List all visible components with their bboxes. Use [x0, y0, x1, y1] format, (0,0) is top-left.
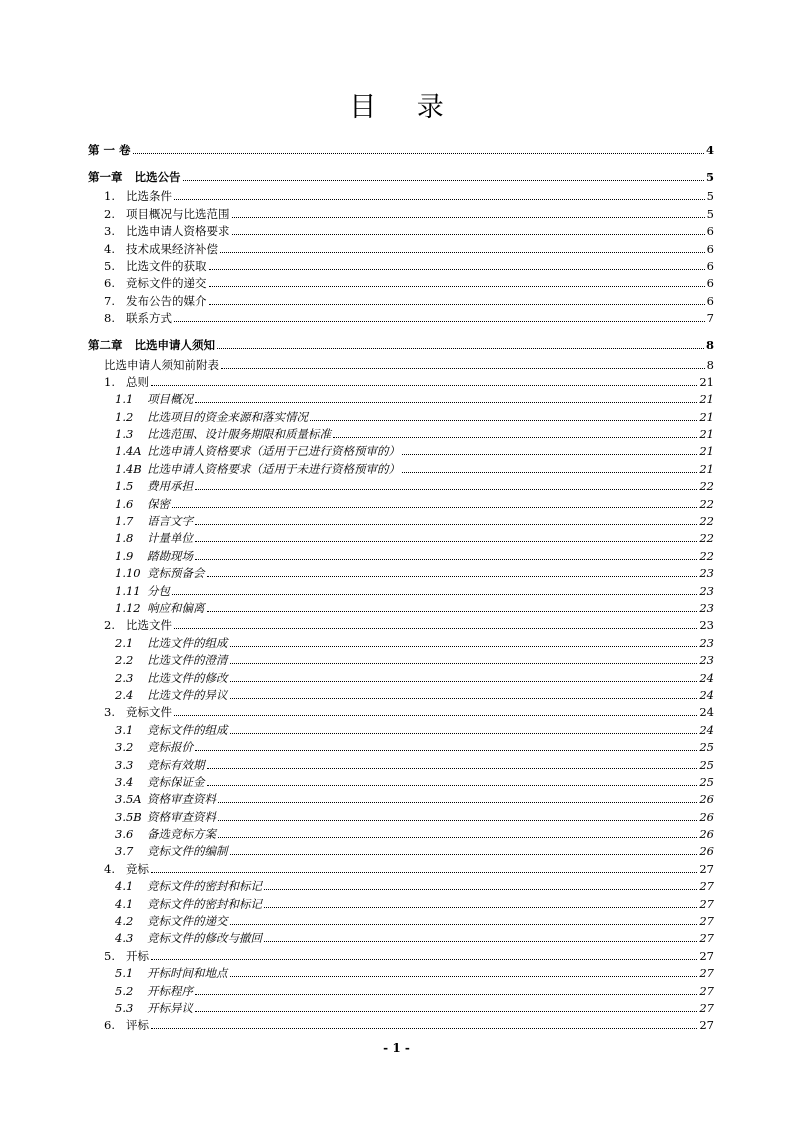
dot-leader	[264, 888, 697, 890]
toc-entry-number: 2.3	[115, 670, 134, 685]
toc-entry-number: 2.4	[115, 687, 134, 702]
toc-entry-label: 响应和偏离	[147, 600, 205, 615]
dot-leader	[195, 488, 697, 490]
toc-entry-label: 第 一 卷	[88, 143, 131, 157]
dot-leader	[174, 198, 705, 200]
toc-entry[interactable]	[88, 478, 714, 495]
toc-entry-page: 23	[699, 583, 714, 598]
toc-entry-label: 竞标预备会	[147, 566, 205, 581]
toc-entry-label: 竞标	[126, 861, 149, 876]
toc-entry[interactable]	[88, 600, 714, 617]
toc-entry-label: 分包	[147, 583, 170, 598]
toc-entry-label: 比选文件的修改	[147, 670, 228, 685]
toc-entry[interactable]	[88, 565, 714, 582]
page-number: - 1 -	[383, 1041, 410, 1055]
toc-entry-page: 27	[699, 948, 714, 963]
toc-entry-number: 3.6	[115, 827, 134, 842]
toc-entry-number: 5.3	[115, 1000, 134, 1015]
dot-leader	[183, 179, 704, 181]
toc-entry-number: 1.12	[115, 600, 141, 615]
dot-leader	[230, 975, 698, 977]
toc-entry[interactable]	[88, 739, 714, 756]
toc-entry[interactable]	[88, 327, 714, 356]
toc-entry[interactable]	[88, 634, 714, 651]
toc-entry-page: 5	[705, 170, 714, 184]
toc-entry-page: 21	[699, 461, 714, 476]
dot-leader	[230, 645, 698, 647]
toc-entry-page: 22	[699, 514, 714, 529]
toc-entry-number: 1.	[104, 374, 115, 389]
dot-leader	[230, 680, 698, 682]
toc-entry-label: 保密	[147, 496, 170, 511]
toc-entry[interactable]	[88, 669, 714, 686]
toc-entry[interactable]	[88, 1000, 714, 1017]
dot-leader	[133, 152, 704, 154]
dot-leader	[172, 593, 697, 595]
toc-entry[interactable]	[88, 310, 714, 327]
toc-entry-number: 4.3	[115, 931, 134, 946]
dot-leader	[207, 610, 698, 612]
toc-entry-page: 6	[706, 241, 714, 256]
toc-entry-label: 竞标文件的修改与撤回	[147, 931, 262, 946]
toc-entry[interactable]	[88, 895, 714, 912]
toc-entry-number: 1.11	[115, 583, 141, 598]
toc-entry-label: 第二章 比选申请人须知	[88, 338, 216, 353]
toc-entry-label: 开标	[126, 948, 149, 963]
dot-leader	[195, 558, 697, 560]
toc-entry-label: 竞标保证金	[147, 774, 205, 789]
toc-entry-page: 23	[699, 653, 714, 668]
toc-entry[interactable]	[88, 275, 714, 292]
dot-leader	[195, 540, 697, 542]
dot-leader	[174, 627, 697, 629]
toc-entry-label: 第一章 比选公告	[88, 170, 181, 184]
dot-leader	[230, 697, 698, 699]
toc-entry-number: 4.2	[115, 914, 134, 929]
toc-entry[interactable]	[88, 426, 714, 443]
toc-entry[interactable]	[88, 356, 714, 373]
toc-entry-label: 比选文件的澄清	[147, 653, 228, 668]
toc-entry-page: 25	[699, 774, 714, 789]
dot-leader	[151, 871, 697, 873]
toc-entry-number: 4.	[104, 241, 115, 256]
toc-entry[interactable]	[88, 159, 714, 188]
toc-entry-page: 21	[699, 444, 714, 459]
dot-leader	[310, 419, 697, 421]
toc-entry-number: 3.5B	[115, 809, 142, 824]
toc-entry-number: 4.	[104, 861, 115, 876]
toc-entry-page: 21	[699, 374, 714, 389]
toc-entry-number: 1.4B	[115, 461, 142, 476]
dot-leader	[209, 268, 705, 270]
toc-entry-number: 4.1	[115, 879, 134, 894]
toc-entry-label: 开标异议	[147, 1000, 193, 1015]
dot-leader	[230, 662, 698, 664]
toc-entry-label: 竞标文件的密封和标记	[147, 879, 262, 894]
toc-entry-label: 比选申请人资格要求	[126, 224, 230, 239]
toc-entry-page: 24	[699, 722, 714, 737]
toc-entry[interactable]	[88, 756, 714, 773]
toc-entry-label: 计量单位	[147, 531, 193, 546]
toc-entry[interactable]	[88, 687, 714, 704]
dot-leader	[195, 993, 697, 995]
toc-entry-label: 比选文件的异议	[147, 687, 228, 702]
toc-entry-label: 比选项目的资金来源和落实情况	[147, 409, 308, 424]
toc-entry-label: 比选条件	[126, 189, 172, 204]
toc-entry-label: 比选文件的获取	[126, 258, 207, 273]
dot-leader	[221, 367, 705, 369]
toc-entry-number: 8.	[104, 311, 115, 326]
dot-leader	[220, 251, 705, 253]
toc-entry-page: 21	[699, 409, 714, 424]
dot-leader	[232, 233, 705, 235]
toc-entry-page: 23	[699, 566, 714, 581]
toc-entry-page: 6	[706, 293, 714, 308]
toc-entry-label: 竞标报价	[147, 740, 193, 755]
toc-entry-page: 25	[699, 740, 714, 755]
toc-entry[interactable]	[88, 652, 714, 669]
toc-entry-page: 22	[699, 496, 714, 511]
toc-entry-label: 比选申请人资格要求（适用于未进行资格预审的）	[147, 461, 400, 476]
dot-leader	[207, 784, 698, 786]
toc-entry-number: 3.7	[115, 844, 134, 859]
toc-entry-number: 5.2	[115, 983, 134, 998]
toc-entry-label: 资格审查资料	[147, 809, 216, 824]
toc-entry[interactable]	[88, 530, 714, 547]
toc-entry-page: 27	[699, 966, 714, 981]
toc-entry-page: 27	[699, 1000, 714, 1015]
toc-entry-number: 3.2	[115, 740, 134, 755]
toc-entry-number: 3.	[104, 224, 115, 239]
toc-entry-page: 22	[699, 548, 714, 563]
toc-entry[interactable]	[88, 808, 714, 825]
toc-entry[interactable]	[88, 188, 714, 205]
dot-leader	[207, 767, 698, 769]
toc-entry[interactable]	[88, 930, 714, 947]
dot-leader	[151, 958, 697, 960]
toc-entry-label: 评标	[126, 1018, 149, 1033]
toc-entry-label: 开标程序	[147, 983, 193, 998]
toc-entry-number: 1.8	[115, 531, 134, 546]
toc-entry-number: 3.3	[115, 757, 134, 772]
dot-leader	[230, 923, 698, 925]
dot-leader	[207, 575, 698, 577]
toc-entry-page: 27	[699, 914, 714, 929]
toc-entry[interactable]	[88, 223, 714, 240]
toc-entry-number: 3.	[104, 705, 115, 720]
toc-entry[interactable]	[88, 495, 714, 512]
toc-entry-page: 27	[699, 861, 714, 876]
dot-leader	[230, 732, 698, 734]
toc-entry[interactable]	[88, 132, 714, 159]
toc-entry[interactable]	[88, 704, 714, 721]
toc-entry[interactable]	[88, 240, 714, 257]
toc-entry[interactable]	[88, 913, 714, 930]
dot-leader	[174, 714, 697, 716]
toc-entry-page: 23	[699, 600, 714, 615]
toc-entry[interactable]	[88, 292, 714, 309]
dot-leader	[174, 320, 705, 322]
toc-entry[interactable]	[88, 374, 714, 391]
toc-entry-page: 22	[699, 531, 714, 546]
toc-entry-label: 踏勘现场	[147, 548, 193, 563]
toc-entry-number: 5.	[104, 258, 115, 273]
dot-leader	[402, 453, 697, 455]
toc-entry-label: 比选申请人须知前附表	[104, 357, 219, 372]
dot-leader	[209, 285, 705, 287]
toc-entry-label: 比选范围、设计服务期限和质量标准	[147, 427, 331, 442]
dot-leader	[402, 471, 697, 473]
toc-entry-label: 资格审查资料	[147, 792, 216, 807]
toc-entry-page: 26	[699, 827, 714, 842]
toc-entry-label: 总则	[126, 374, 149, 389]
dot-leader	[218, 836, 697, 838]
toc-entry[interactable]	[88, 982, 714, 999]
toc-entry[interactable]	[88, 965, 714, 982]
toc-entry-label: 竞标文件的递交	[126, 276, 207, 291]
toc-entry[interactable]	[88, 1017, 714, 1034]
toc-entry-number: 2.2	[115, 653, 134, 668]
toc-entry-number: 1.3	[115, 427, 134, 442]
toc-entry-number: 1.2	[115, 409, 134, 424]
toc-entry-label: 比选文件	[126, 618, 172, 633]
toc-entry[interactable]	[88, 547, 714, 564]
page-title: 目 录	[349, 92, 460, 123]
dot-leader	[230, 853, 698, 855]
toc-entry-label: 联系方式	[126, 311, 172, 326]
toc-entry[interactable]	[88, 205, 714, 222]
toc-entry-page: 27	[699, 983, 714, 998]
toc-entry-page: 25	[699, 757, 714, 772]
toc-entry-number: 3.5A	[115, 792, 142, 807]
toc-entry-number: 4.1	[115, 896, 134, 911]
dot-leader	[195, 523, 697, 525]
toc-entry-number: 1.10	[115, 566, 141, 581]
toc-entry-page: 8	[706, 357, 714, 372]
toc-entry-label: 竞标有效期	[147, 757, 205, 772]
dot-leader	[151, 384, 697, 386]
toc-entry-number: 2.1	[115, 635, 134, 650]
dot-leader	[264, 906, 697, 908]
toc-entry-label: 竞标文件的编制	[147, 844, 228, 859]
toc-entry-page: 27	[699, 931, 714, 946]
toc-entry-number: 3.1	[115, 722, 134, 737]
toc-entry[interactable]	[88, 791, 714, 808]
toc-entry-number: 6.	[104, 1018, 115, 1033]
toc-entry-page: 24	[699, 687, 714, 702]
table-of-contents	[88, 132, 714, 1034]
toc-entry[interactable]	[88, 721, 714, 738]
toc-entry-page: 23	[699, 635, 714, 650]
toc-entry-label: 发布公告的媒介	[126, 293, 207, 308]
toc-entry[interactable]	[88, 258, 714, 275]
toc-entry-page: 26	[699, 792, 714, 807]
toc-entry[interactable]	[88, 774, 714, 791]
toc-entry-number: 2.	[104, 206, 115, 221]
toc-entry-page: 26	[699, 809, 714, 824]
toc-entry[interactable]	[88, 947, 714, 964]
toc-entry-label: 竞标文件的组成	[147, 722, 228, 737]
toc-entry[interactable]	[88, 617, 714, 634]
toc-entry-number: 5.	[104, 948, 115, 963]
toc-entry-label: 费用承担	[147, 479, 193, 494]
toc-entry-number: 1.1	[115, 392, 134, 407]
toc-entry-page: 27	[699, 896, 714, 911]
toc-entry[interactable]	[88, 460, 714, 477]
dot-leader	[195, 1010, 697, 1012]
toc-entry-page: 24	[699, 670, 714, 685]
toc-entry-page: 23	[699, 618, 714, 633]
toc-entry-page: 6	[706, 258, 714, 273]
toc-entry-number: 6.	[104, 276, 115, 291]
toc-entry-label: 竞标文件	[126, 705, 172, 720]
toc-entry-label: 竞标文件的密封和标记	[147, 896, 262, 911]
toc-entry-label: 竞标文件的递交	[147, 914, 228, 929]
dot-leader	[195, 749, 697, 751]
toc-entry-page: 26	[699, 844, 714, 859]
toc-entry-page: 7	[706, 311, 714, 326]
toc-entry-page: 24	[699, 705, 714, 720]
toc-entry-number: 1.6	[115, 496, 134, 511]
toc-entry[interactable]	[88, 860, 714, 877]
toc-entry-label: 项目概况	[147, 392, 193, 407]
toc-entry-page: 5	[706, 206, 714, 221]
dot-leader	[172, 506, 697, 508]
toc-entry-page: 8	[705, 338, 714, 353]
dot-leader	[232, 216, 705, 218]
dot-leader	[333, 436, 697, 438]
toc-entry-label: 比选文件的组成	[147, 635, 228, 650]
toc-entry-label: 语言文字	[147, 514, 193, 529]
dot-leader	[217, 347, 704, 349]
toc-entry-label: 比选申请人资格要求（适用于已进行资格预审的）	[147, 444, 400, 459]
toc-entry[interactable]	[88, 513, 714, 530]
toc-entry-page: 21	[699, 427, 714, 442]
toc-entry[interactable]	[88, 878, 714, 895]
toc-entry[interactable]	[88, 826, 714, 843]
dot-leader	[218, 801, 697, 803]
dot-leader	[209, 303, 705, 305]
toc-entry-label: 备选竞标方案	[147, 827, 216, 842]
toc-entry-label: 开标时间和地点	[147, 966, 228, 981]
toc-entry-page: 27	[699, 879, 714, 894]
toc-entry-label: 技术成果经济补偿	[126, 241, 218, 256]
toc-entry-page: 27	[699, 1018, 714, 1033]
toc-entry-number: 1.4A	[115, 444, 142, 459]
toc-entry[interactable]	[88, 843, 714, 860]
toc-entry-number: 1.5	[115, 479, 134, 494]
toc-entry-page: 4	[705, 143, 714, 157]
toc-entry-number: 1.	[104, 189, 115, 204]
toc-entry-number: 5.1	[115, 966, 134, 981]
dot-leader	[264, 940, 697, 942]
dot-leader	[195, 401, 697, 403]
toc-entry-page: 5	[706, 189, 714, 204]
toc-entry-number: 2.	[104, 618, 115, 633]
toc-entry-page: 6	[706, 276, 714, 291]
toc-entry-label: 项目概况与比选范围	[126, 206, 230, 221]
toc-entry-page: 6	[706, 224, 714, 239]
toc-entry[interactable]	[88, 391, 714, 408]
toc-entry-page: 21	[699, 392, 714, 407]
toc-entry[interactable]	[88, 443, 714, 460]
toc-entry-number: 1.7	[115, 514, 134, 529]
toc-entry[interactable]	[88, 408, 714, 425]
toc-entry[interactable]	[88, 582, 714, 599]
dot-leader	[218, 819, 697, 821]
dot-leader	[151, 1027, 697, 1029]
toc-entry-number: 3.4	[115, 774, 134, 789]
toc-entry-number: 7.	[104, 293, 115, 308]
toc-entry-number: 1.9	[115, 548, 134, 563]
toc-entry-page: 22	[699, 479, 714, 494]
